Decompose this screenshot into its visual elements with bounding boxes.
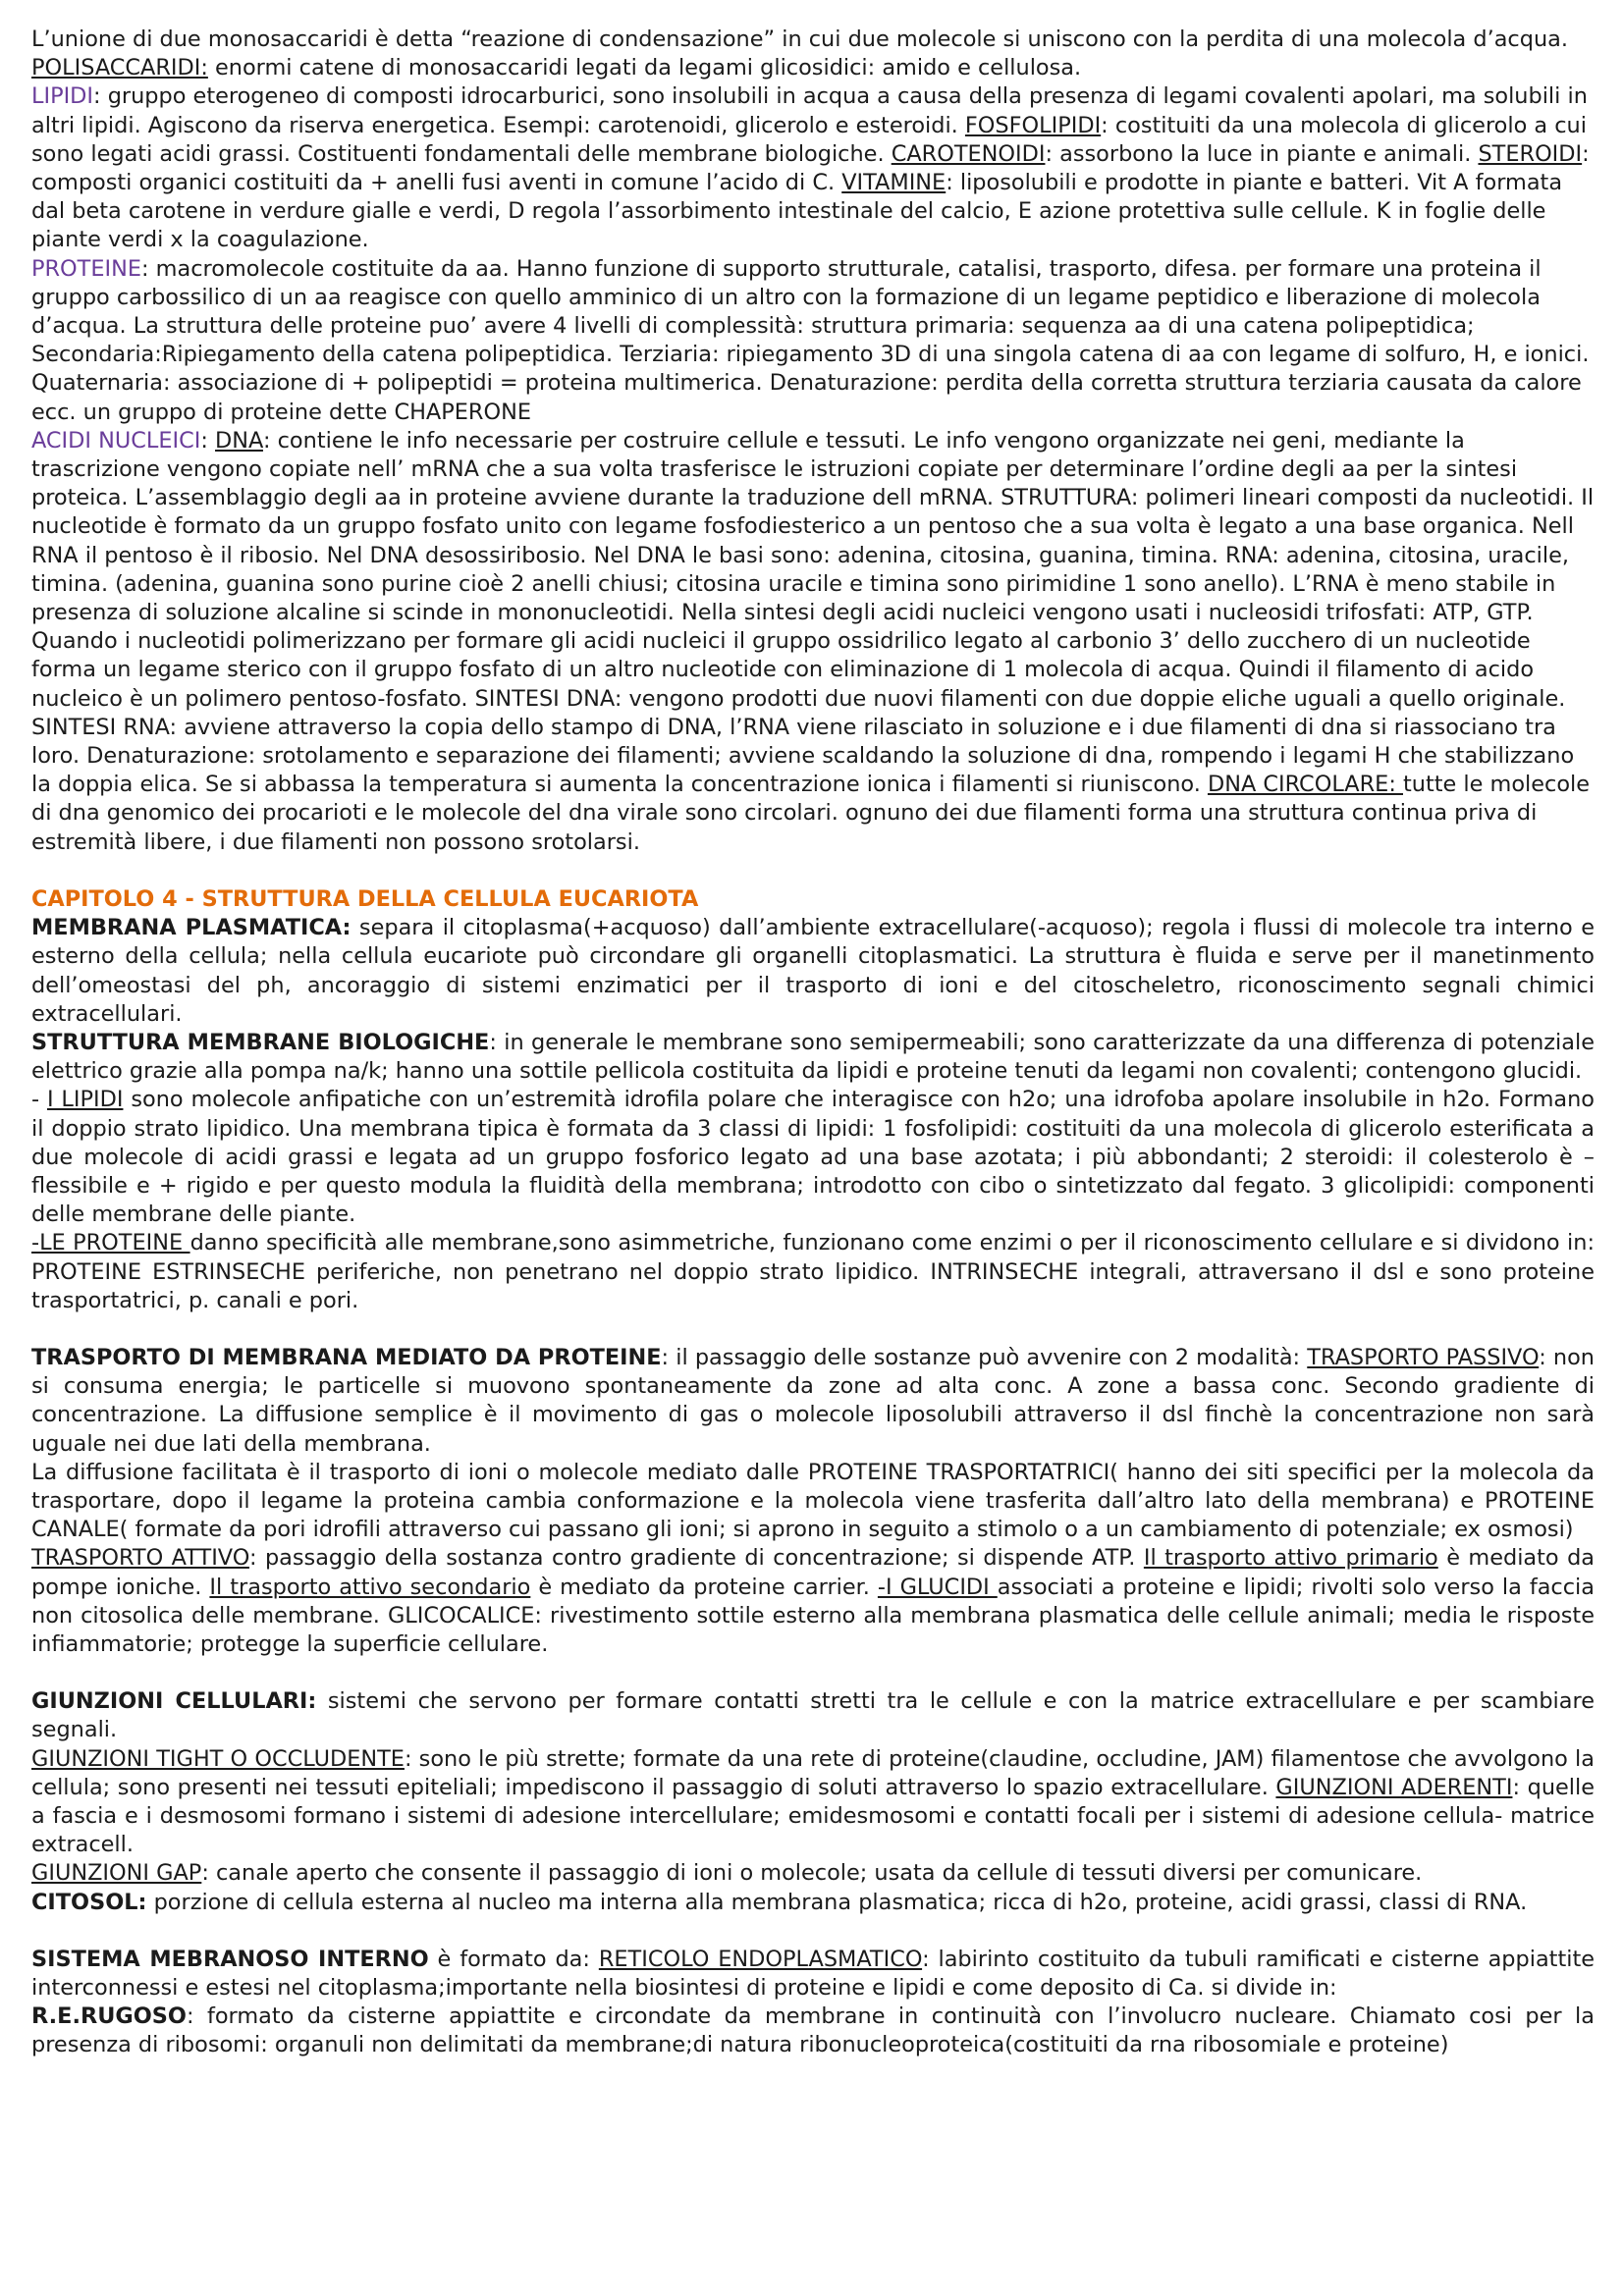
paragraph-sistema-membranoso: SISTEMA MEBRANOSO INTERNO è formato da: RETICOLO ENDOPLASMATICO: labirinto costituito da tubuli ramificati e cisterne appiattite interconnessi e estesi nel citoplasma;importante nella biosintesi di proteine e lipidi e come deposito di Ca. si divide in: bbox=[31, 1946, 1595, 2001]
spacer bbox=[31, 1917, 1595, 1946]
heading-giunzioni-cellulari: GIUNZIONI CELLULARI: bbox=[31, 1688, 317, 1715]
paragraph-membrana-plasmatica: MEMBRANA PLASMATICA: separa il citoplasma(+acquoso) dall’ambiente extracellulare(-acquoso); regola i flussi di molecole tra interno e esterno della cellula; nella cellula eucariote può circondare gli organelli citoplasmatici. La struttura è fluida e serve per il manetinmento dell’omeostasi del ph, ancoraggio di sistemi enzimatici per il trasporto di ioni e del citoscheletro, riconoscimento segnali chimici extracellulari. bbox=[31, 915, 1595, 1027]
notes-page bbox=[31, 26, 1595, 2060]
heading-trasporto-membrana: TRASPORTO DI MEMBRANA MEDIATO DA PROTEINE bbox=[31, 1344, 662, 1370]
topic-acidi-nucleici: ACIDI NUCLEICI bbox=[31, 427, 201, 454]
paragraph-giunzioni-tight: GIUNZIONI TIGHT O OCCLUDENTE: sono le più strette; formate da una rete di proteine(claudine, occludine, JAM) filamentose che avvolgono la cellula; sono presenti nei tessuti epiteliali; impediscono il passaggio di soluti attraverso lo spazio extracellulare. GIUNZIONI ADERENTI: quelle a fascia e i desmosomi formano i sistemi di adesione intercellulare; emidesmosomi e contatti focali per i sistemi di adesione cellula- matrice extracell. bbox=[31, 1745, 1595, 1858]
heading-struttura-membrane: STRUTTURA MEMBRANE BIOLOGICHE bbox=[31, 1029, 490, 1055]
term-giunzioni-tight: GIUNZIONI TIGHT O OCCLUDENTE bbox=[31, 1745, 405, 1772]
paragraph-re-rugoso: R.E.RUGOSO: formato da cisterne appiattite e circondate da membrane in continuità con l’involucro nucleare. Chiamato cosi per la presenza di ribosomi: organuli non delimitati da membrane;di natura ribonucleoproteica(costituiti da rna ribosomiale e proteine) bbox=[31, 2003, 1595, 2058]
heading-sistema-membranoso: SISTEMA MEBRANOSO INTERNO bbox=[31, 1946, 429, 1972]
term-trasporto-attivo: TRASPORTO ATTIVO bbox=[31, 1545, 249, 1572]
paragraph-lipidi-membrana: - I LIPIDI sono molecole anfipatiche con un’estremità idrofila polare che interagisce con h2o; una idrofoba apolare insolubile in h2o. Formano il doppio strato lipidico. Una membrana tipica è formata da 3 classi di lipidi: 1 fosfolipidi: costituiti da una molecola di glicerolo esterificata a due molecole di acidi grassi e legata ad un gruppo fosforico legato ad una base azotata; i più abbondanti; 2 steroidi: il colesterolo è – flessibile e + rigido e per questo modula la fluidità della membrana; introdotto con cibo o sintetizzato dal fegato. 3 glicolipidi: componenti delle membrane delle piante. bbox=[31, 1087, 1595, 1228]
paragraph-trasporto-attivo: TRASPORTO ATTIVO: passaggio della sostanza contro gradiente di concentrazione; si dispende ATP. Il trasporto attivo primario è mediato da pompe ioniche. Il trasporto attivo secondario è mediato da proteine carrier. -I GLUCIDI associati a proteine e lipidi; rivolti solo verso la faccia non citosolica delle membrane. GLICOCALICE: rivestimento sottile esterno alla membrana plasmatica delle cellule animali; media le risposte infiammatorie; protegge la superficie cellulare. bbox=[31, 1545, 1596, 1657]
heading-re-rugoso: R.E.RUGOSO bbox=[31, 2003, 187, 2030]
term-fosfolipidi: FOSFOLIPIDI bbox=[964, 112, 1102, 138]
paragraph-proteine: PROTEINE: macromolecole costituite da aa. Hanno funzione di supporto strutturale, catalisi, trasporto, difesa. per formare una proteina il gruppo carbossilico di un aa reagisce con quello amminico di un altro con la formazione di un legame peptidico e liberazione di molecola d’acqua. La struttura delle proteine puo’ avere 4 livelli di complessità: struttura primaria: sequenza aa di una catena polipeptidica; Secondaria:Ripiegamento della catena polipeptidica. Terziaria: ripiegamento 3D di una singola catena di aa con legame di solfuro, H, e ionici. Quaternaria: associazione di + polipeptidi = proteina multimerica. Denaturazione: perdita della corretta struttura terziaria causata da calore ecc. un gruppo di proteine dette CHAPERONE bbox=[31, 255, 1590, 425]
term-trasporto-primario: Il trasporto attivo primario bbox=[1143, 1545, 1438, 1572]
paragraph-acidi-nucleici: ACIDI NUCLEICI: DNA: contiene le info necessarie per costruire cellule e tessuti. Le info vengono organizzate nei geni, mediante la trascrizione vengono copiate nell’ mRNA che a sua volta trasferisce le istruzioni copiate per determinare l’ordine degli aa per la sintesi proteica. L’assemblaggio degli aa in proteine avviene durante la traduzione dell mRNA. STRUTTURA: polimeri lineari composti da nucleotidi. Il nucleotide è formato da un gruppo fosfato unito con legame fosfodiesterico a un pentoso che a sua volta è legato a una base organica. Nell RNA il pentoso è il ribosio. Nel DNA desossiribosio. Nel DNA le basi sono: adenina, citosina, guanina, timina. RNA: adenina, citosina, uracile, timina. (adenina, guanina sono purine cioè 2 anelli chiusi; citosina uracile e timina sono pirimidine 1 sono anello). L’RNA è meno stabile in presenza di soluzione alcaline si scinde in mononucleotidi. Nella sintesi degli acidi nucleici vengono usati i nucleosidi trifosfati: ATP, GTP. Quando i nucleotidi polimerizzano per formare gli acidi nucleici il gruppo ossidrilico legato al carbonio 3’ dello zucchero di un nucleotide forma un legame sterico con il gruppo fosfato di un altro nucleotide con eliminazione di 1 molecola di acqua. Quindi il filamento di acido nucleico è un polimero pentoso-fosfato. SINTESI DNA: vengono prodotti due nuovi filamenti con due doppie eliche uguali a quello originale. SINTESI RNA: avviene attraverso la copia dello stampo di DNA, l’RNA viene rilasciato in soluzione e i due filamenti di dna si riassociano tra loro. Denaturazione: srotolamento e separazione dei filamenti; avviene scaldando la soluzione di dna, rompendo i legami H che stabilizzano la doppia elica. Se si abbassa la temperatura si aumenta la concentrazione ionica i filamenti si riuniscono. DNA CIRCOLARE: tutte le molecole di dna genomico dei procarioti e le molecole del dna virale sono circolari. ognuno dei due filamenti forma una struttura continua priva di estremità libere, i due filamenti non possono srotolarsi. bbox=[31, 427, 1595, 855]
term-polisaccaridi: POLISACCARIDI: bbox=[31, 55, 208, 81]
topic-lipidi: LIPIDI bbox=[31, 83, 94, 110]
paragraph-giunzioni: GIUNZIONI CELLULARI: sistemi che servono per formare contatti stretti tra le cellule e con la matrice extracellulare e per scambiare segnali. bbox=[31, 1688, 1595, 1743]
term-i-glucidi: -I GLUCIDI bbox=[877, 1574, 998, 1600]
spacer bbox=[31, 857, 1595, 885]
paragraph-lipidi: LIPIDI: gruppo eterogeneo di composti idrocarburici, sono insolubili in acqua a causa della presenza di legami covalenti apolari, ma solubili in altri lipidi. Agiscono da riserva energetica. Esempi: carotenoidi, glicerolo e esteroidi. FOSFOLIPIDI: costituiti da una molecola di glicerolo a cui sono legati acidi grassi. Costituenti fondamentali delle membrane biologiche. CAROTENOIDI: assorbono la luce in piante e animali. STEROIDI: composti organici costituiti da + anelli fusi aventi in comune l’acido di C. VITAMINE: liposolubili e prodotte in piante e batteri. Vit A formata dal beta carotene in verdure gialle e verdi, D regola l’assorbimento intestinale del calcio, E azione protettiva sulle cellule. K in foglie delle piante verdi x la coagulazione. bbox=[31, 83, 1590, 253]
paragraph-diffusione-facilitata: La diffusione facilitata è il trasporto di ioni o molecole mediato dalle PROTEINE TRASPORTATRICI( hanno dei siti specifici per la molecola da trasportare, dopo il legame la proteina cambia conformazione e la molecola viene trasferita dall’altro lato della membrana) e PROTEINE CANALE( formate da pori idrofili attraverso cui passano gli ioni; si aprono in seguito a stimolo o a un cambiamento di potenziale; ex osmosi) bbox=[31, 1459, 1595, 1543]
heading-membrana-plasmatica: MEMBRANA PLASMATICA: bbox=[31, 915, 352, 941]
term-giunzioni-aderenti: GIUNZIONI ADERENTI bbox=[1275, 1774, 1513, 1800]
term-dna: DNA bbox=[215, 427, 263, 454]
term-giunzioni-gap: GIUNZIONI GAP bbox=[31, 1860, 202, 1887]
heading-citosol: CITOSOL: bbox=[31, 1889, 147, 1915]
term-vitamine: VITAMINE bbox=[841, 170, 947, 196]
spacer bbox=[31, 1659, 1595, 1687]
topic-proteine: PROTEINE bbox=[31, 255, 142, 282]
paragraph-proteine-membrana: -LE PROTEINE danno specificità alle membrane,sono asimmetriche, funzionano come enzimi o per il riconoscimento cellulare e si dividono in: PROTEINE ESTRINSECHE periferiche, non penetrano nel doppio strato lipidico. INTRINSECHE integrali, attraversano il dsl e sono proteine trasportatrici, p. canali e pori. bbox=[31, 1230, 1595, 1313]
paragraph-struttura-membrane: STRUTTURA MEMBRANE BIOLOGICHE: in generale le membrane sono semipermeabili; sono caratterizzate da una differenza di potenziale elettrico grazie alla pompa na/k; hanno una sottile pellicola costituita da lipidi e proteine tenuti da legami non covalenti; contengono glucidi. bbox=[31, 1029, 1595, 1085]
spacer bbox=[31, 1315, 1595, 1344]
term-i-lipidi: I LIPIDI bbox=[46, 1087, 124, 1113]
term-reticolo-endoplasmatico: RETICOLO ENDOPLASMATICO bbox=[598, 1946, 923, 1972]
term-trasporto-secondario: Il trasporto attivo secondario bbox=[209, 1574, 531, 1600]
paragraph-condensazione: L’unione di due monosaccaridi è detta “reazione di condensazione” in cui due molecole si uniscono con la perdita di una molecola d’acqua. POLISACCARIDI: enormi catene di monosaccaridi legati da legami glicosidici: amido e cellulosa. bbox=[31, 27, 1568, 81]
term-le-proteine: -LE PROTEINE bbox=[31, 1230, 190, 1256]
paragraph-trasporto-membrana: TRASPORTO DI MEMBRANA MEDIATO DA PROTEINE: il passaggio delle sostanze può avvenire con 2 modalità: TRASPORTO PASSIVO: non si consuma energia; le particelle si muovono spontaneamente da zone ad alta conc. A zone a bassa conc. Secondo gradiente di concentrazione. La diffusione semplice è il movimento di gas o molecole liposolubili attraverso il dsl finchè la concentrazione non sarà uguale nei due lati della membrana. bbox=[31, 1344, 1595, 1457]
term-dna-circolare: DNA CIRCOLARE: bbox=[1207, 772, 1403, 798]
paragraph-giunzioni-gap: GIUNZIONI GAP: canale aperto che consente il passaggio di ioni o molecole; usata da cellule di tessuti diversi per comunicare. bbox=[31, 1860, 1423, 1887]
term-carotenoidi: CAROTENOIDI bbox=[891, 140, 1046, 167]
term-trasporto-passivo: TRASPORTO PASSIVO bbox=[1307, 1344, 1540, 1370]
paragraph-citosol: CITOSOL: porzione di cellula esterna al nucleo ma interna alla membrana plasmatica; ricca di h2o, proteine, acidi grassi, classi di RNA. bbox=[31, 1889, 1528, 1915]
term-steroidi: STEROIDI bbox=[1478, 140, 1583, 167]
chapter-title: CAPITOLO 4 - STRUTTURA DELLA CELLULA EUCARIOTA bbox=[31, 885, 699, 912]
